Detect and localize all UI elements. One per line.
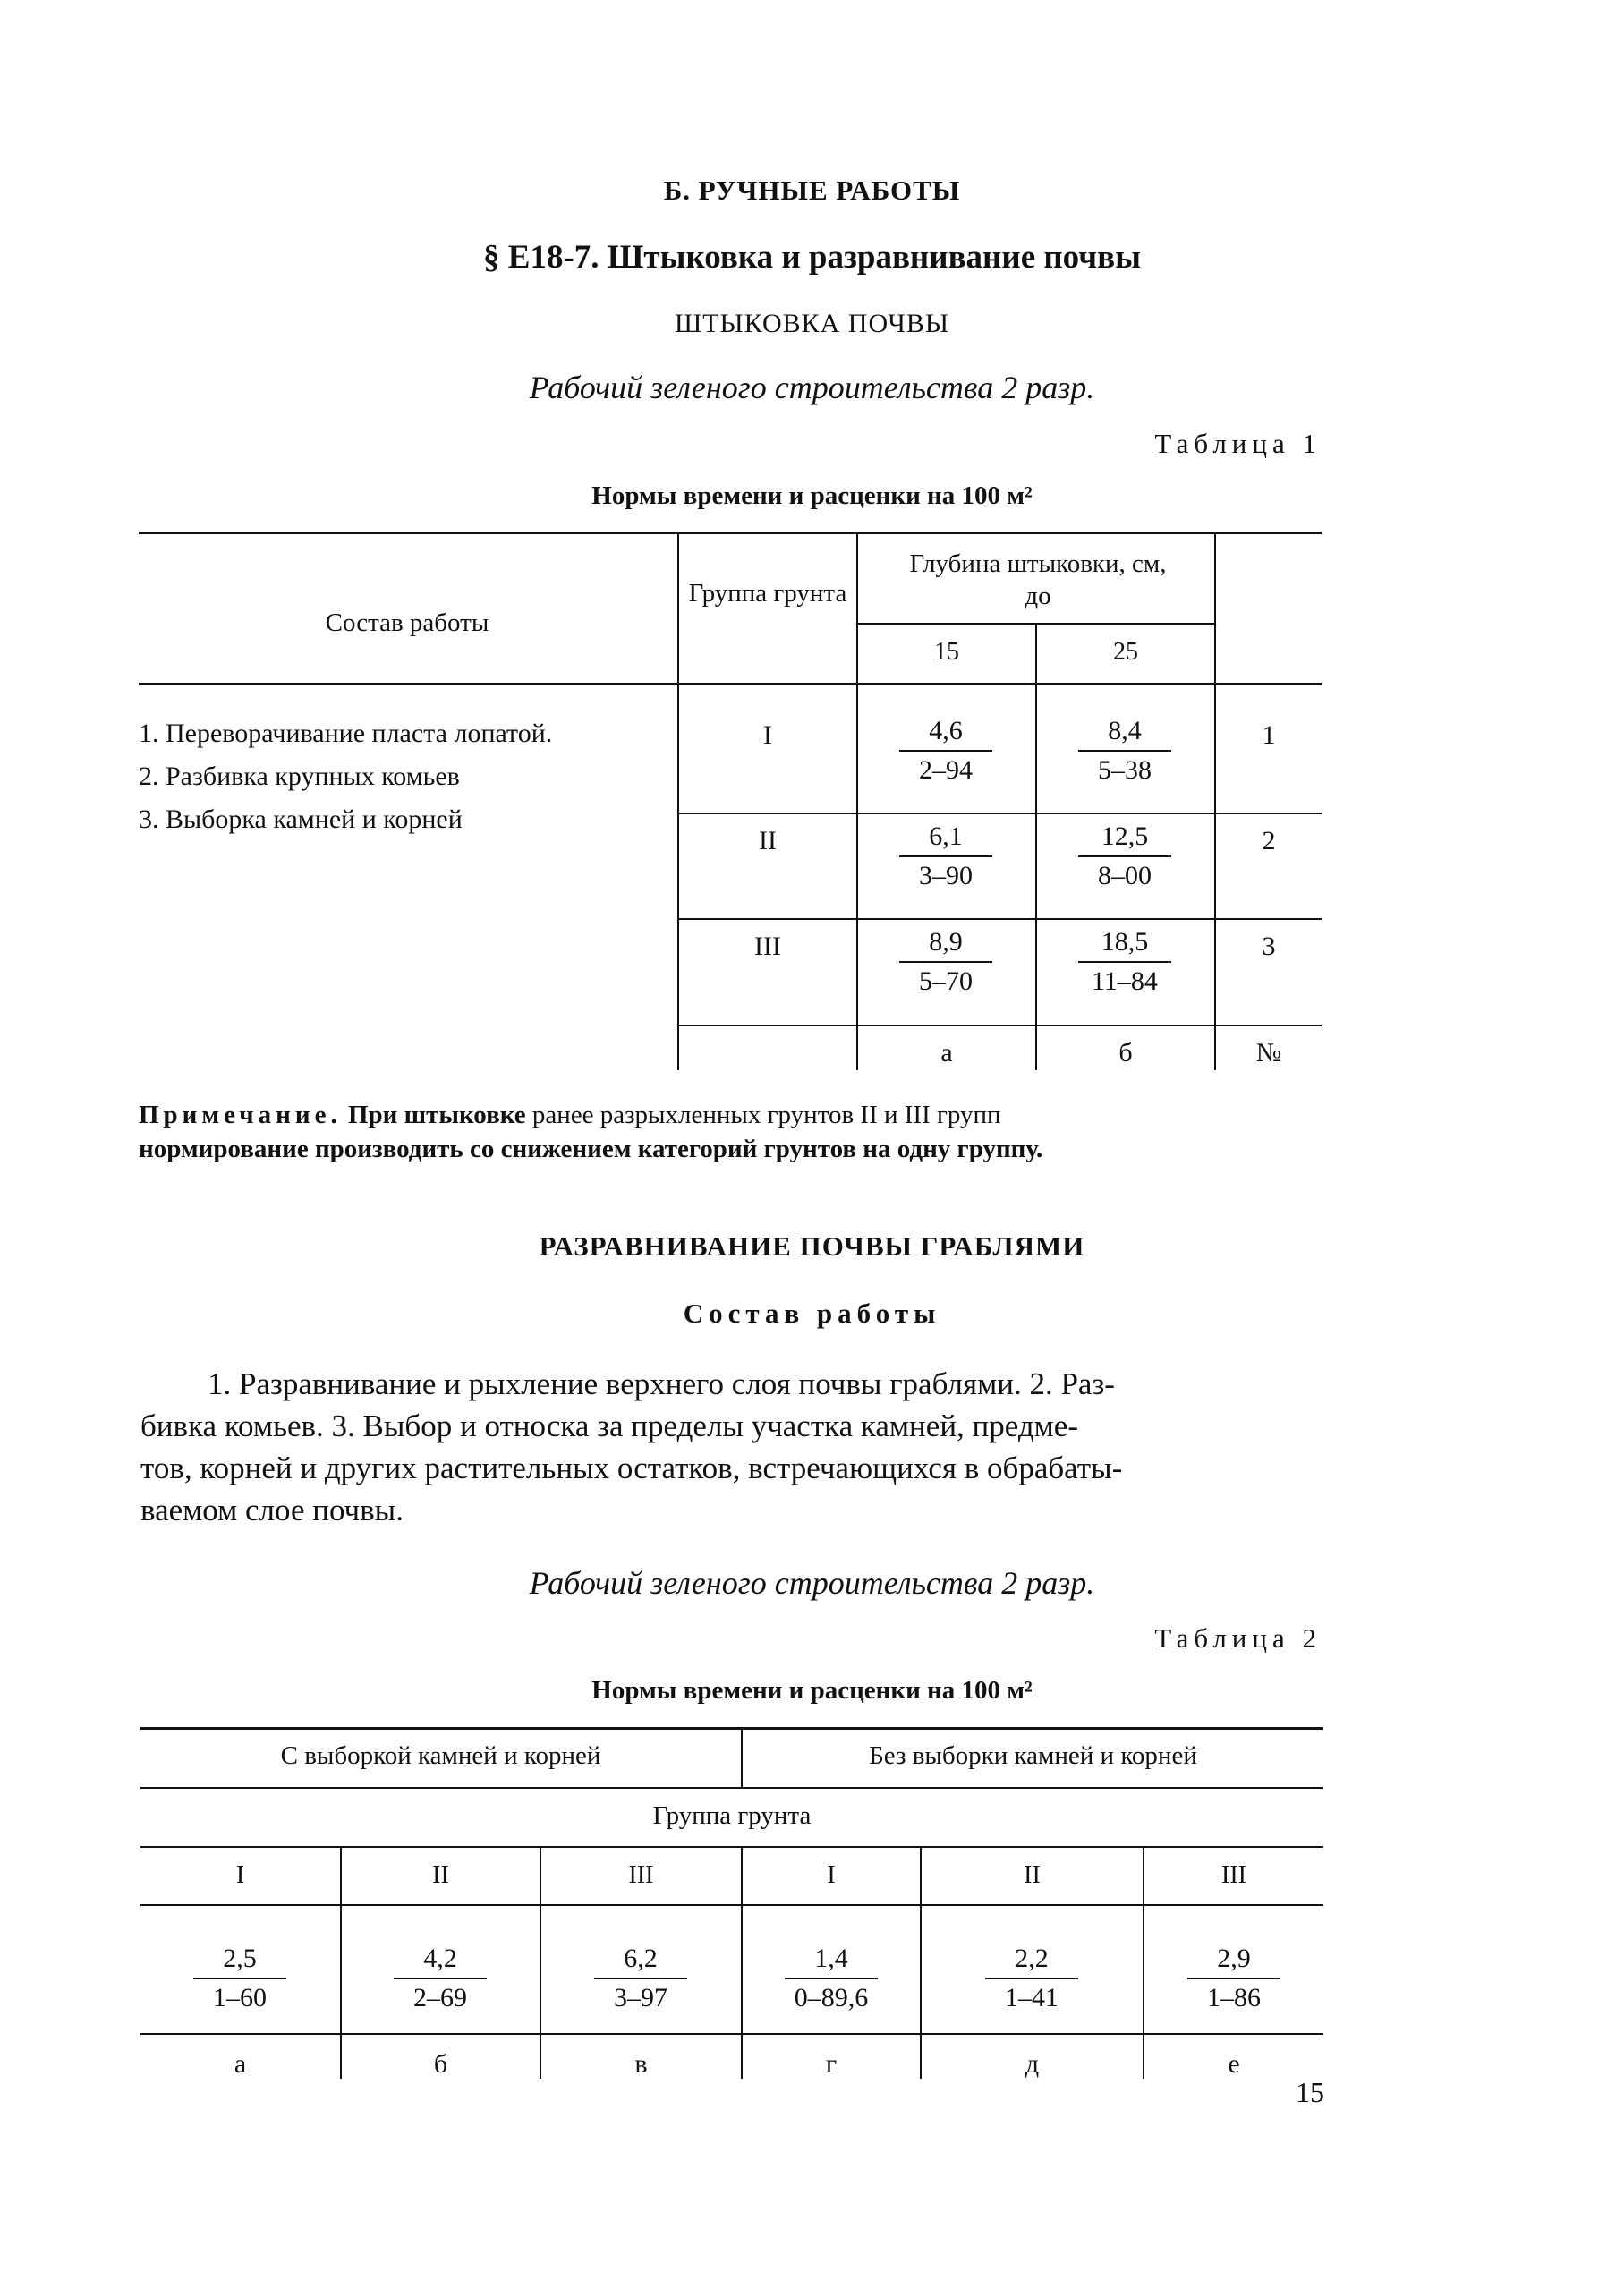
table1-col-letter: б	[1118, 1038, 1133, 1068]
work-composition-text: 1. Разравнивание и рыхление верхнего слоя почвы граблями. 2. Раз- бивка комьев. 3. Выбор и относка за пределы участка камней, предме- тов, корней и других растительных остатков, встречающихся в обрабаты- ваемом слое почвы.	[140, 1366, 1123, 1527]
worker-category-1: Рабочий зеленого строительства 2 разр.	[529, 370, 1095, 405]
worker-category-2: Рабочий зеленого строительства 2 разр.	[529, 1565, 1095, 1601]
table2-number: Таблица 2	[1154, 1622, 1322, 1654]
table2-col-letter: е	[1228, 2049, 1240, 2079]
table2-title: Нормы времени и расценки на 100 м²	[591, 1676, 1033, 1705]
table1-value: $\frac{8,9}{5-70}$	[892, 927, 999, 997]
subsection-title-1: ШТЫКОВКА ПОЧВЫ	[674, 309, 950, 338]
table1-header-work: Состав работы	[325, 608, 489, 637]
table2-group-label: I	[827, 1861, 836, 1889]
table1-header-group: Группа грунта	[688, 579, 847, 608]
table1-group: III	[754, 932, 781, 961]
table1-group: I	[763, 720, 772, 750]
table1-work-item: 2. Разбивка крупных комьев	[139, 762, 460, 791]
table2-group-header: Группа грунта	[652, 1801, 812, 1830]
paragraph-title: § Е18-7. Штыковка и разравнивание почвы	[483, 239, 1141, 276]
table2-value: $\frac{2,9}{1-86}$	[1180, 1944, 1288, 2013]
table2-value: $\frac{1,4}{0-89,6}$	[778, 1944, 885, 2013]
table1-note: Примечание. При штыковке ранее разрыхленных грунтов II и III групп нормирование производить со снижением категорий грунтов на одну группу.	[139, 1101, 1043, 1163]
table2-col-letter: а	[234, 2049, 247, 2079]
table2-header-without-removal: Без выборки камней и корней	[869, 1741, 1197, 1770]
table1-col-number-sign: №	[1255, 1038, 1282, 1068]
table2-value: $\frac{6,2}{3-97}$	[587, 1944, 694, 2013]
page-number: 15	[1296, 2076, 1324, 2108]
table1-header-d25: 25	[1113, 638, 1138, 666]
table2-group-label: III	[628, 1861, 654, 1889]
table1-value: $\frac{4,6}{2-94}$	[892, 716, 999, 786]
table2-col-letter: в	[634, 2049, 648, 2079]
table1-header-d15: 15	[934, 638, 959, 666]
table2-value: $\frac{2,5}{1-60}$	[186, 1944, 293, 2013]
table2-col-letter: г	[825, 2049, 838, 2079]
table1-title: Нормы времени и расценки на 100 м²	[591, 481, 1033, 510]
table1-number: Таблица 1	[1154, 428, 1322, 459]
table2-value: $\frac{4,2}{2-69}$	[387, 1944, 494, 2013]
table1-row-number: 1	[1262, 720, 1276, 750]
table1-row-number: 3	[1262, 932, 1276, 961]
table2-group-label: I	[235, 1861, 245, 1889]
section-title: Б. РУЧНЫЕ РАБОТЫ	[663, 174, 961, 206]
table1-value: $\frac{18,5}{11-84}$	[1071, 927, 1178, 997]
table1-row-number: 2	[1262, 826, 1276, 855]
subsection-title-2: РАЗРАВНИВАНИЕ ПОЧВЫ ГРАБЛЯМИ	[539, 1230, 1085, 1262]
table1-value: $\frac{6,1}{3-90}$	[892, 821, 999, 891]
table1-work-item: 3. Выборка камней и корней	[139, 804, 463, 834]
table2-group-label: II	[432, 1861, 449, 1889]
table2-col-letter: д	[1025, 2049, 1040, 2079]
table2-header-with-removal: С выборкой камней и корней	[280, 1741, 601, 1770]
work-composition-title: Состав работы	[683, 1298, 941, 1329]
table2-group-label: II	[1024, 1861, 1041, 1889]
table2-value: $\frac{2,2}{1-41}$	[978, 1944, 1085, 2013]
table1-group: II	[759, 826, 777, 855]
table1-header-depth: Глубина штыковки, см, до	[909, 549, 1167, 610]
table1-work-item: 1. Переворачивание пласта лопатой.	[139, 719, 553, 748]
table1-value: $\frac{12,5}{8-00}$	[1071, 821, 1178, 891]
table1-col-letter: а	[940, 1038, 953, 1068]
table2-group-label: III	[1221, 1861, 1246, 1889]
table1-value: $\frac{8,4}{5-38}$	[1071, 716, 1178, 786]
table2-col-letter: б	[433, 2049, 448, 2079]
